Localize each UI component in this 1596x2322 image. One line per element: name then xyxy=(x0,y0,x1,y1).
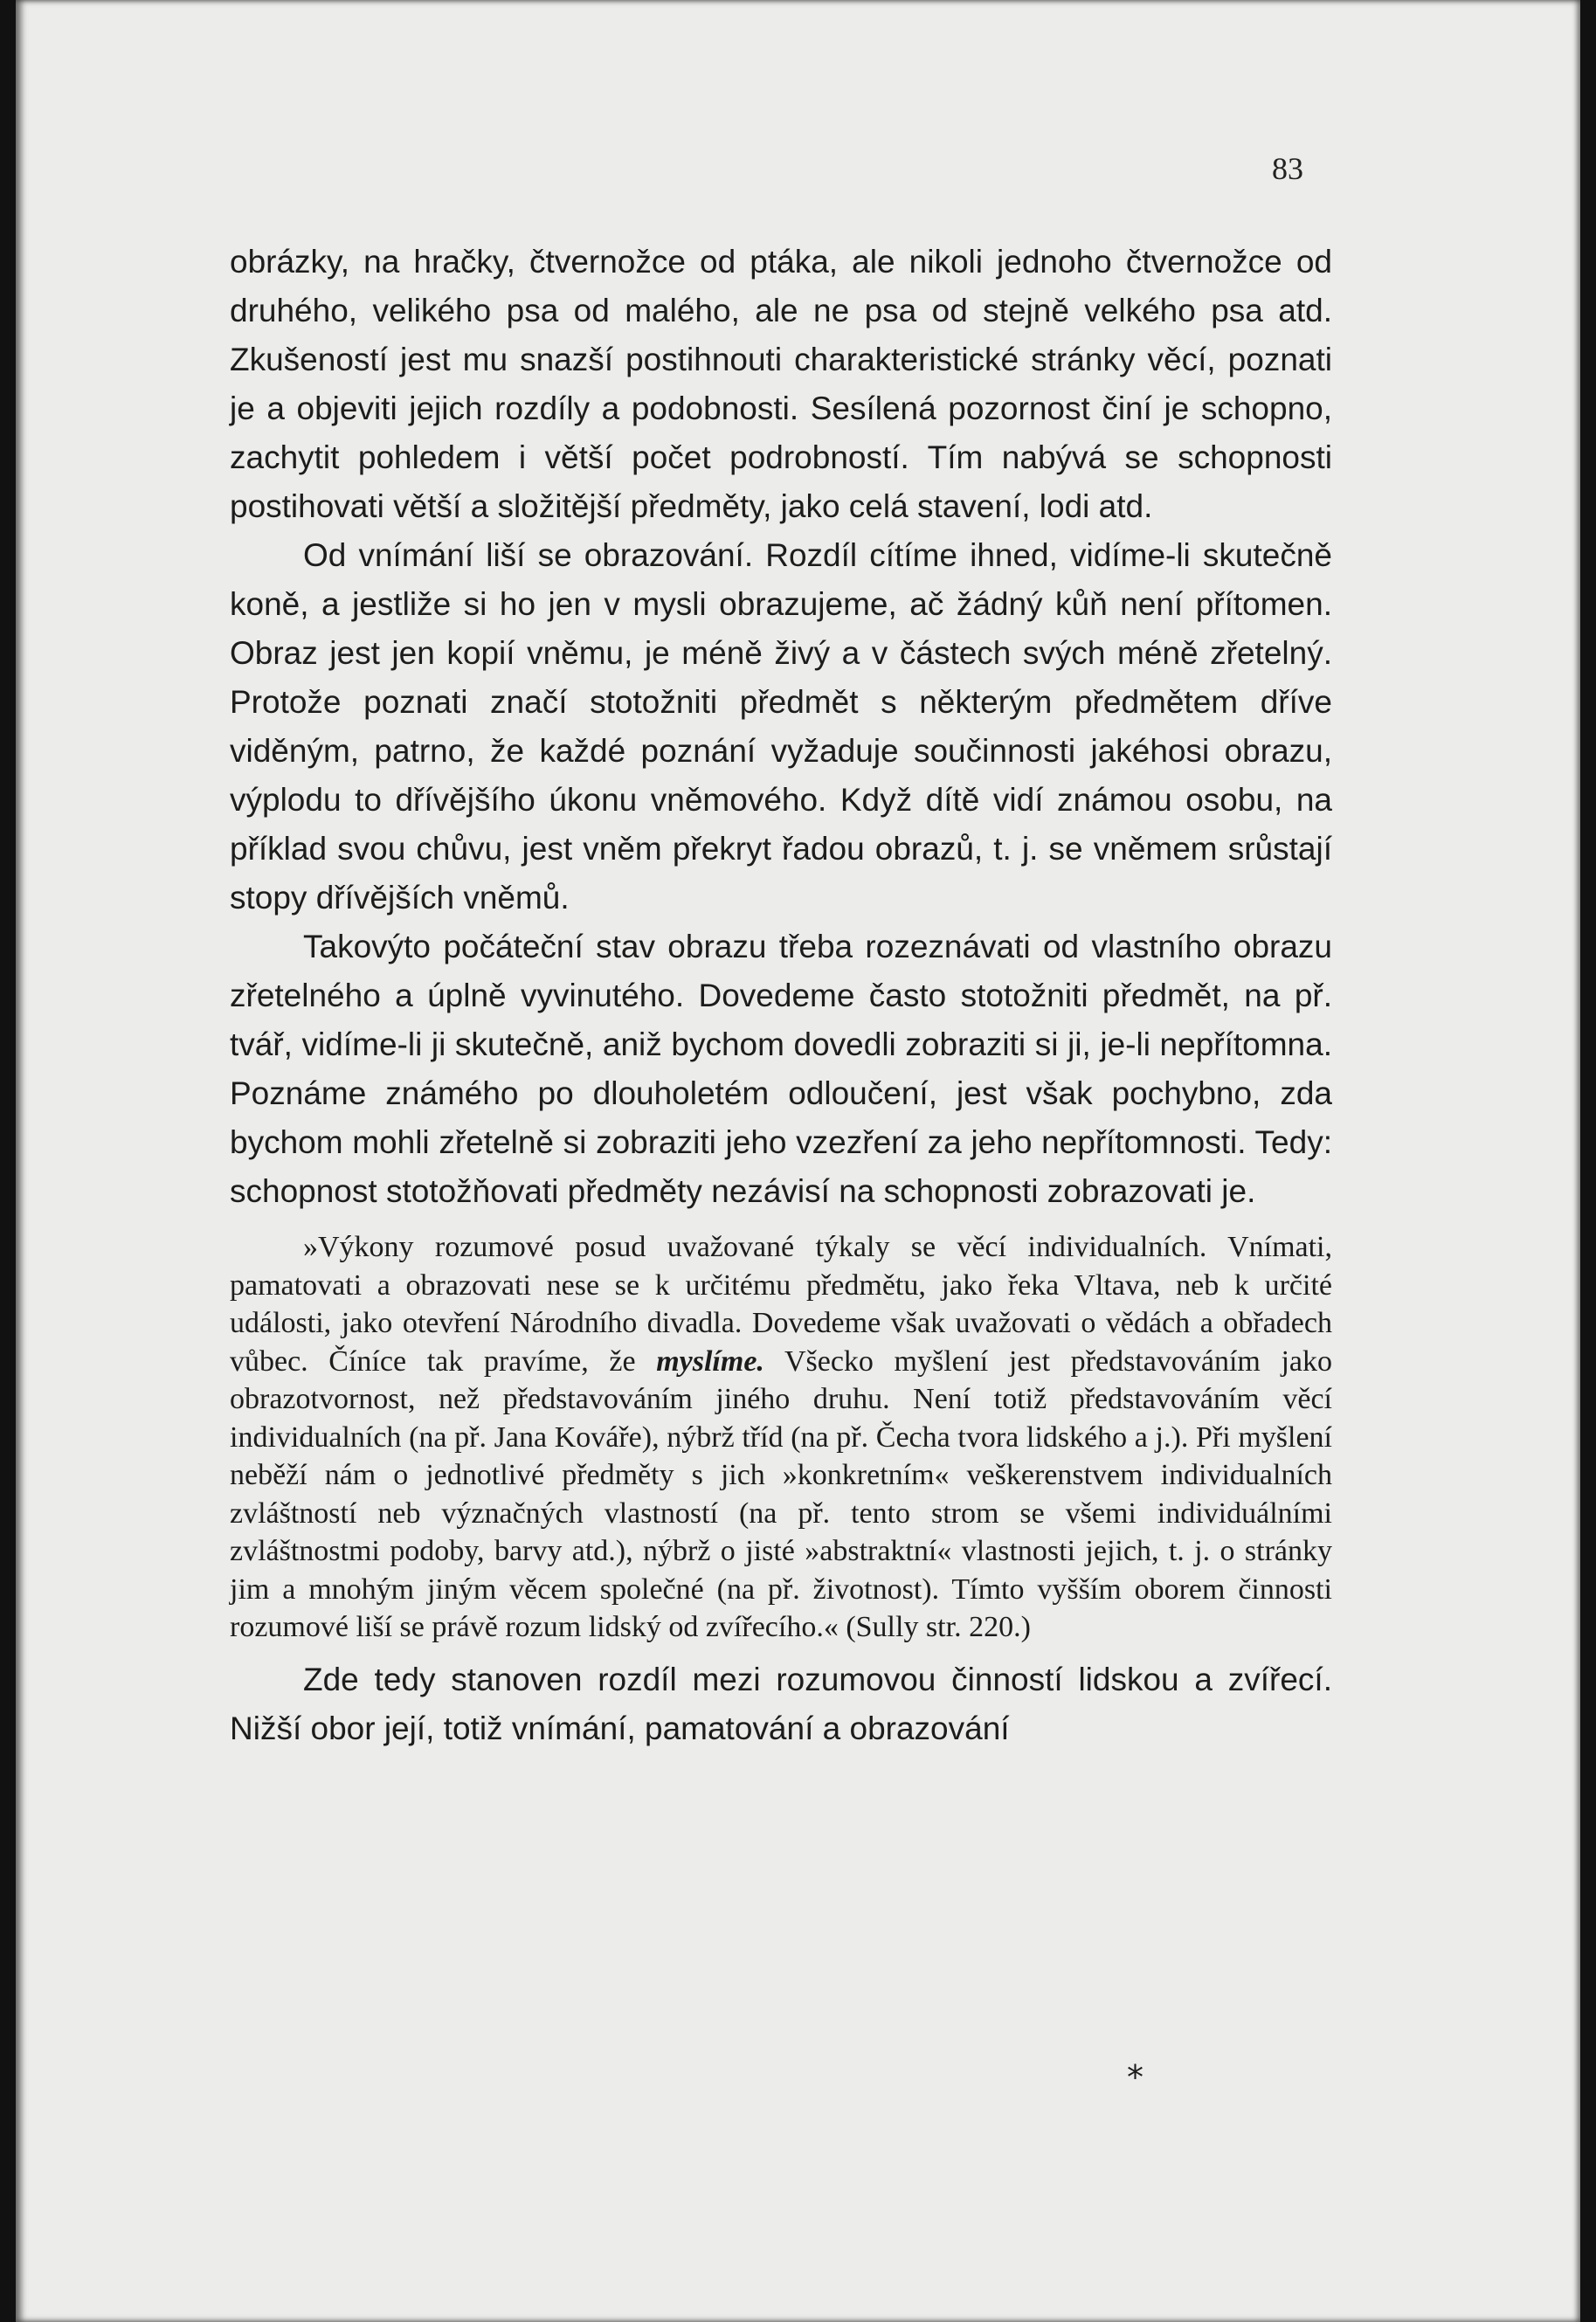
quote-emphasis: myslíme. xyxy=(656,1344,764,1378)
book-page xyxy=(16,0,1580,2322)
paragraph-2: Od vnímání liší se obrazování. Rozdíl cítíme ihned, vidíme-li skutečně koně, a jestliže si ho jen v mysli obrazujeme, ač žádný kůň není přítomen. Obraz jest jen kopií vněmu, je méně živý a v částech svých méně zřetelný. Protože poznati značí stotožniti předmět s některým předmětem dříve viděným, patrno, že každé poznání vyžaduje součinnosti jakéhosi obrazu, výplodu to dřívějšího úkonu vněmového. Když dítě vidí známou osobu, na příklad svou chůvu, jest vněm překryt řadou obrazů, t. j. se vněmem srůstají stopy dřívějších vněmů. xyxy=(230,537,1332,916)
quote-text-after: Všecko myšlení jest představováním jako obrazotvornost, než představováním jiného druhu. Není totiž představováním věcí individualních (na př. Jana Kováře), nýbrž tříd (na př. Čecha tvora lidského a j.). Při myšlení neběží nám o jednotlivé předměty s jich »konkretním« veškerenstvem individualních zvláštností neb význačných vlastností (na př. tento strom se všemi individuálními zvláštnostmi podoby, barvy atd.), nýbrž o jisté »abstraktní« vlastnosti jejich, t. j. o stránky jim a mnohým jiným věcem společné (na př. životnost). Tímto vyšším oborem činnosti rozumové liší se právě rozum lidský od zvířecího.« (Sully str. 220.) xyxy=(230,1344,1333,1643)
paragraph-1: obrázky, na hračky, čtvernožce od ptáka, ale nikoli jednoho čtvernožce od druhého, velikého psa od malého, ale ne psa od stejně velkého psa atd. Zkušeností jest mu snazší postihnouti charakteristické stránky věcí, poznati je a objeviti jejich rozdíly a podobnosti. Sesílená pozornost činí je schopno, zachytit pohledem i větší počet podrobností. Tím nabývá se schopnosti postihovati větší a složitější předměty, jako celá stavení, lodi atd. xyxy=(230,244,1332,524)
paragraph-3: Takovýto počáteční stav obrazu třeba rozeznávati od vlastního obrazu zřetelného a úplně vyvinutého. Dovedeme často stotožniti předmět, na př. tvář, vidíme-li ji skutečně, aniž bychom dovedli zobraziti si ji, je-li nepřítomna. Poznáme známého po dlouholetém odloučení, jest však pochybno, zda bychom mohli zřetelně si zobraziti jeho vzezření za jeho nepřítomnosti. Tedy: schopnost stotožňovati předměty nezávisí na schopnosti zobrazovati je. xyxy=(230,929,1332,1209)
page-number: 83 xyxy=(1272,151,1303,186)
sully-quote xyxy=(230,1228,1332,1647)
signature-mark: * xyxy=(1127,2058,1143,2097)
quote-text-before: »Výkony rozumové posud uvažované týkaly se věcí individualních. Vnímati, pamatovati a obrazovati nese se k určitému předmětu, jako řeka Vltava, neb k určité události, jako otevření Národního divadla. Dovedeme však uvažovati o vědách a obřadech vůbec. Číníce tak pravíme, že xyxy=(230,1231,1332,1378)
page-text xyxy=(230,238,1332,1753)
closing-paragraph: Zde tedy stanoven rozdíl mezi rozumovou činností lidskou a zvířecí. Nižší obor její, totiž vnímání, pamatování a obrazování xyxy=(230,1661,1332,1746)
